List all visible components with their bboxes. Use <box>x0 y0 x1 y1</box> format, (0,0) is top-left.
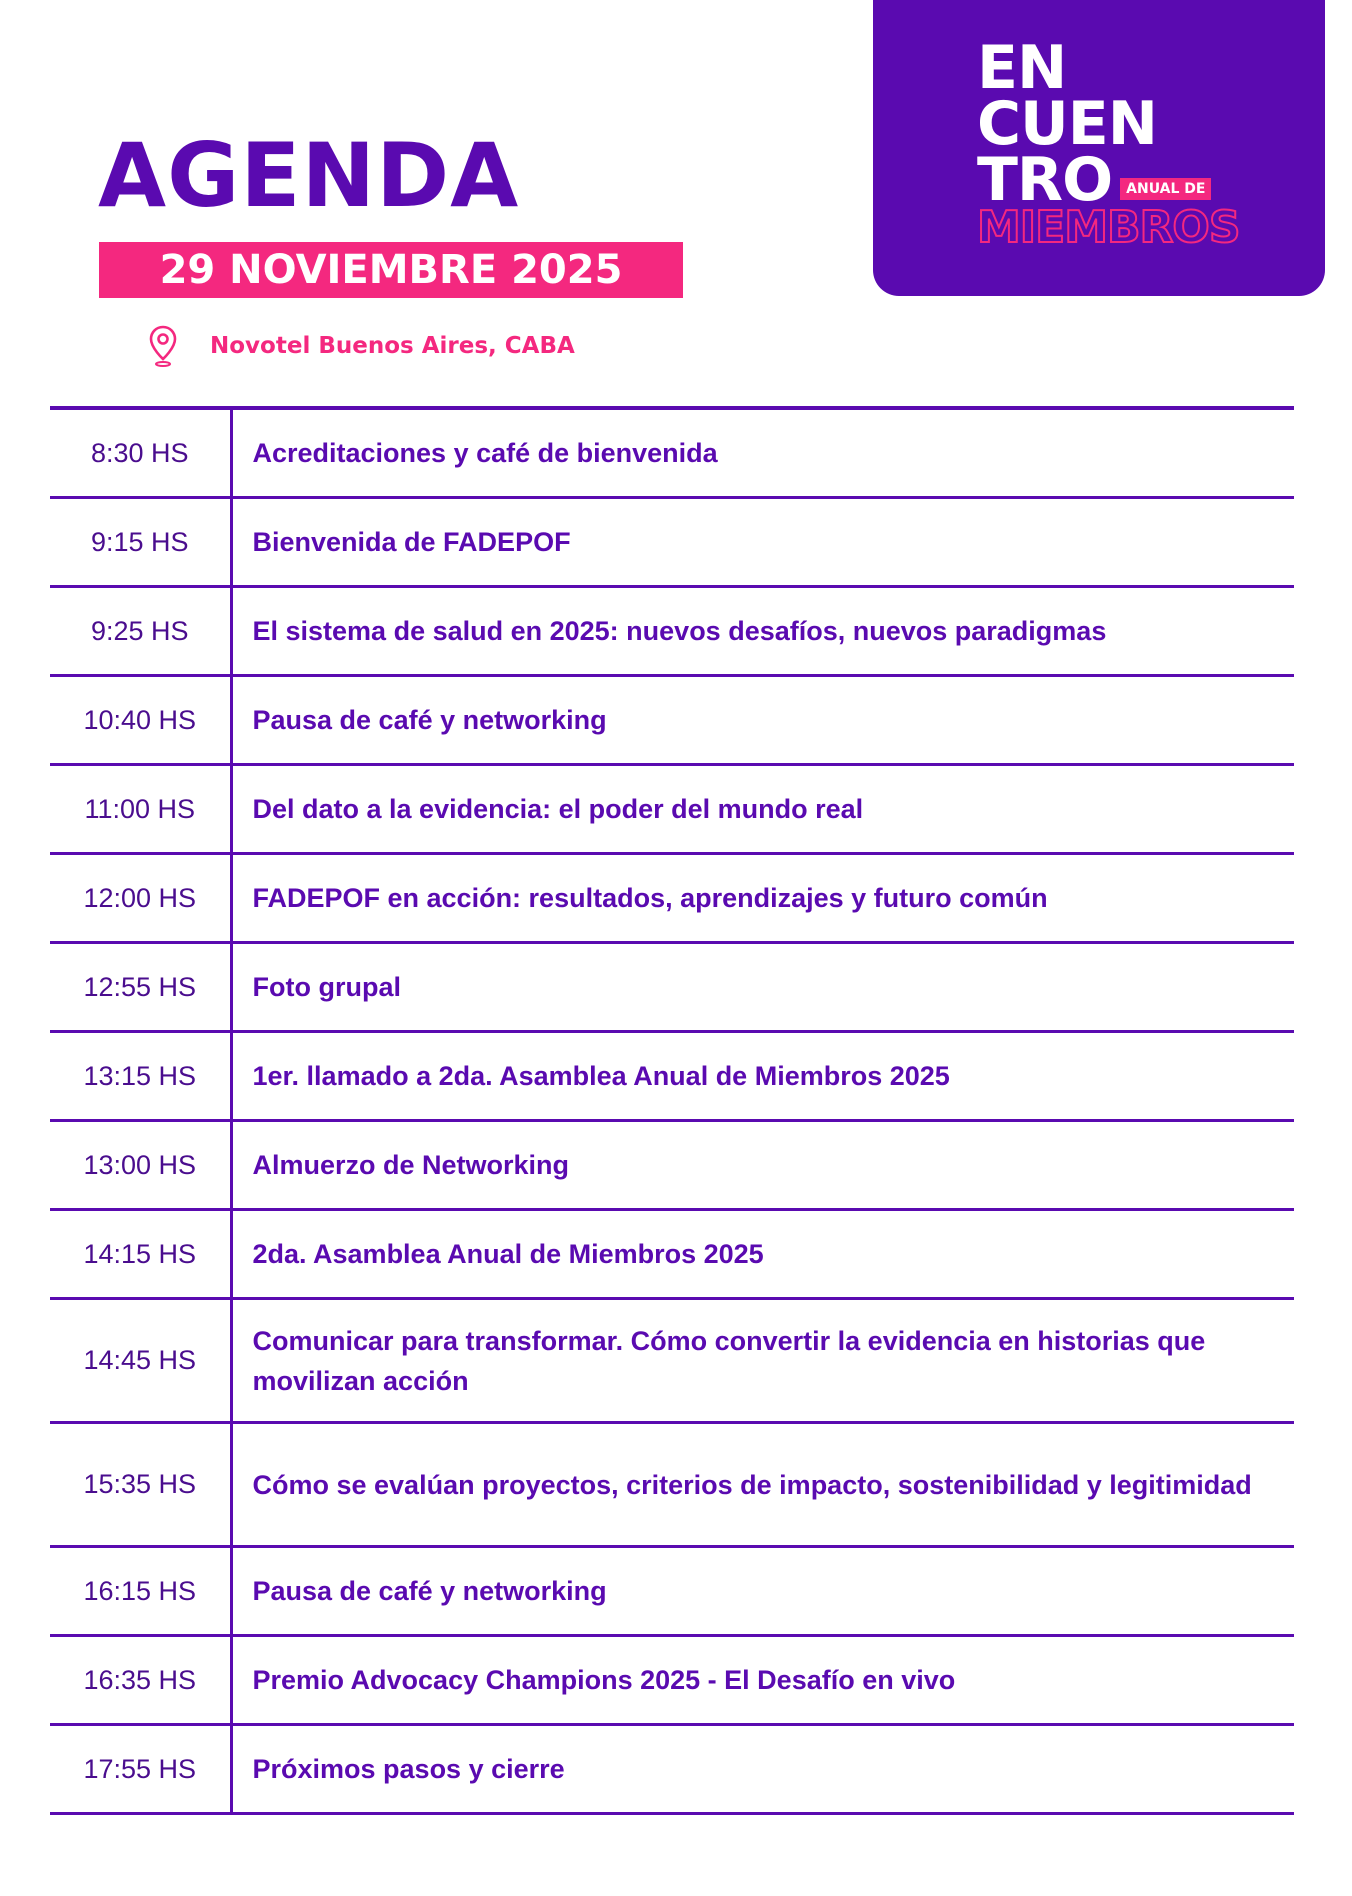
agenda-row <box>50 943 1294 1032</box>
agenda-event: 1er. llamado a 2da. Asamblea Anual de Miembros 2025 <box>231 1032 1294 1121</box>
agenda-event: Premio Advocacy Champions 2025 - El Desafío en vivo <box>231 1636 1294 1725</box>
agenda-time: 14:15 HS <box>50 1210 231 1299</box>
event-location <box>148 324 575 368</box>
agenda-row <box>50 676 1294 765</box>
agenda-time: 12:55 HS <box>50 943 231 1032</box>
agenda-event: Acreditaciones y café de bienvenida <box>231 408 1294 498</box>
agenda-event: Almuerzo de Networking <box>231 1121 1294 1210</box>
agenda-time: 15:35 HS <box>50 1423 231 1547</box>
agenda-row <box>50 498 1294 587</box>
agenda-time: 12:00 HS <box>50 854 231 943</box>
agenda-event: Comunicar para transformar. Cómo convertir la evidencia en historias que movilizan acción <box>231 1299 1294 1423</box>
agenda-row <box>50 1032 1294 1121</box>
agenda-row <box>50 1210 1294 1299</box>
agenda-event: Pausa de café y networking <box>231 1547 1294 1636</box>
brand-line-2: CUEN <box>977 89 1157 159</box>
agenda-body <box>50 408 1294 1814</box>
event-date: 29 NOVIEMBRE 2025 <box>99 242 683 298</box>
agenda-row <box>50 1423 1294 1547</box>
agenda-event: Cómo se evalúan proyectos, criterios de impacto, sostenibilidad y legitimidad <box>231 1423 1294 1547</box>
agenda-row <box>50 1121 1294 1210</box>
agenda-row <box>50 765 1294 854</box>
agenda-time: 13:00 HS <box>50 1121 231 1210</box>
agenda-row <box>50 854 1294 943</box>
agenda-time: 8:30 HS <box>50 408 231 498</box>
agenda-table <box>50 406 1294 1815</box>
agenda-event: El sistema de salud en 2025: nuevos desafíos, nuevos paradigmas <box>231 587 1294 676</box>
agenda-time: 14:45 HS <box>50 1299 231 1423</box>
agenda-row <box>50 1636 1294 1725</box>
brand-line-3: TRO <box>977 145 1113 215</box>
map-pin-icon <box>148 324 178 368</box>
agenda-event: Próximos pasos y cierre <box>231 1725 1294 1814</box>
agenda-row <box>50 408 1294 498</box>
brand-line-1: EN <box>977 33 1067 103</box>
agenda-event: 2da. Asamblea Anual de Miembros 2025 <box>231 1210 1294 1299</box>
agenda-row <box>50 1299 1294 1423</box>
page-title: AGENDA <box>98 124 520 227</box>
agenda-time: 16:15 HS <box>50 1547 231 1636</box>
agenda-event: FADEPOF en acción: resultados, aprendizajes y futuro común <box>231 854 1294 943</box>
agenda-time: 17:55 HS <box>50 1725 231 1814</box>
brand-tag: ANUAL DE <box>1120 178 1211 200</box>
agenda-event: Pausa de café y networking <box>231 676 1294 765</box>
agenda-event: Del dato a la evidencia: el poder del mundo real <box>231 765 1294 854</box>
agenda-time: 9:25 HS <box>50 587 231 676</box>
agenda-event: Bienvenida de FADEPOF <box>231 498 1294 587</box>
agenda-time: 13:15 HS <box>50 1032 231 1121</box>
agenda-time: 9:15 HS <box>50 498 231 587</box>
location-text: Novotel Buenos Aires, CABA <box>210 333 575 359</box>
agenda-row <box>50 1725 1294 1814</box>
agenda-time: 16:35 HS <box>50 1636 231 1725</box>
agenda-row <box>50 1547 1294 1636</box>
agenda-time: 11:00 HS <box>50 765 231 854</box>
brand-logo <box>873 0 1325 296</box>
agenda-time: 10:40 HS <box>50 676 231 765</box>
brand-subtitle: MIEMBROS <box>977 202 1240 253</box>
agenda-event: Foto grupal <box>231 943 1294 1032</box>
agenda-row <box>50 587 1294 676</box>
